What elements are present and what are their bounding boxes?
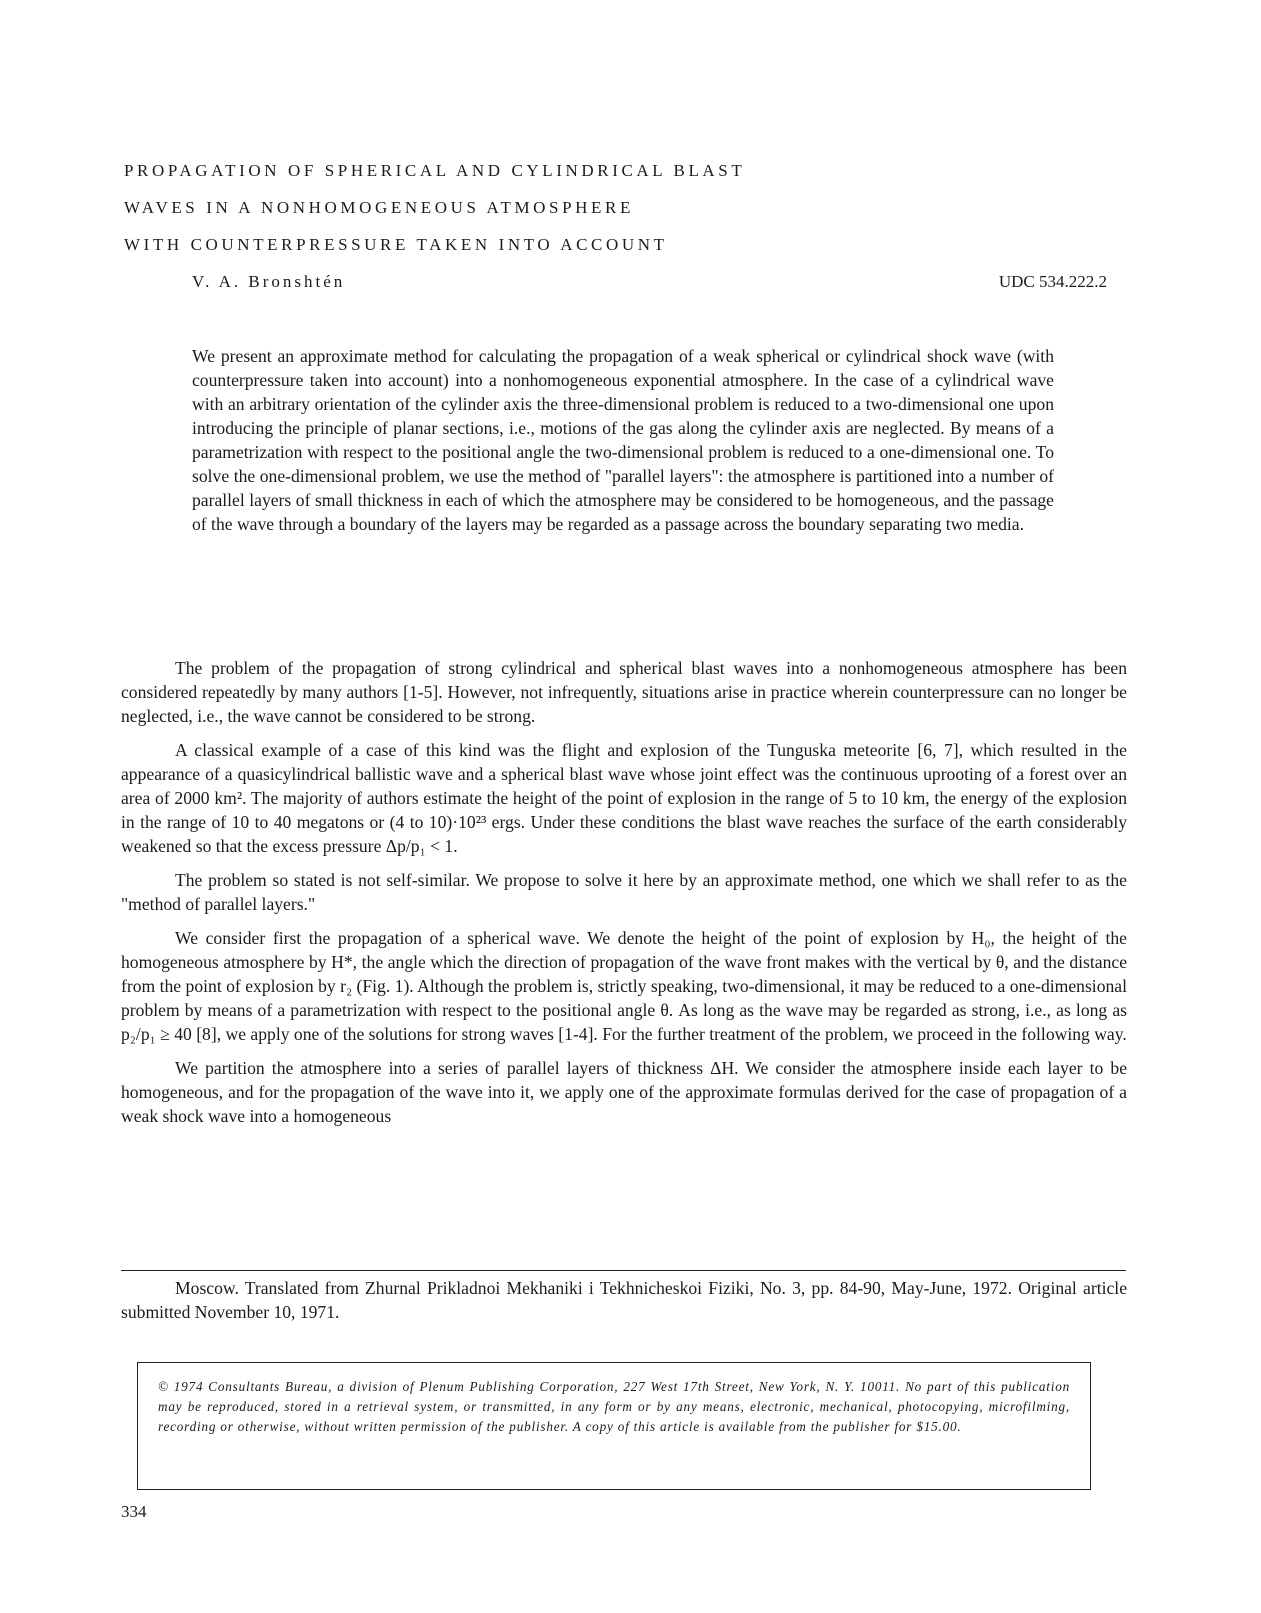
copyright-box: © 1974 Consultants Bureau, a division of Plenum Publishing Corporation, 227 West 17th Street, New York, N. Y. 10011. No part of this publication may be reproduced, stored in a retrieval system, or transmitted, in any form or by any means, electronic, mechanical, photocopying, microfilming, recording or otherwise, without written permission of the publisher. A copy of this article is available from the publisher for $15.00. [137, 1362, 1091, 1490]
footnote-divider [121, 1270, 1126, 1271]
paragraph-3: The problem so stated is not self-similar. We propose to solve it here by an approximate method, one which we shall refer to as the "method of parallel layers." [121, 870, 1127, 914]
footnote: Moscow. Translated from Zhurnal Prikladnoi Mekhaniki i Tekhnicheskoi Fiziki, No. 3, pp. 84-90, May-June, 1972. Original article submitted November 10, 1971. [121, 1278, 1127, 1322]
author-name: V. A. Bronshtén [192, 272, 346, 291]
abstract: We present an approximate method for calculating the propagation of a weak spherical or cylindrical shock wave (with counterpressure taken into account) into a nonhomogeneous exponential atmosphere. In the case of a cylindrical wave with an arbitrary orientation of the cylinder axis the three-dimensional problem is reduced to a two-dimensional one upon introducing the principle of planar sections, i.e., motions of the gas along the cylinder axis are neglected. By means of a parametrization with respect to the positional angle the two-dimensional problem is reduced to a one-dimensional one. To solve the one-dimensional problem, we use the method of "parallel layers": the atmosphere is partitioned into a number of parallel layers of small thickness in each of which the atmosphere may be considered to be homogeneous, and the passage of the wave through a boundary of the layers may be regarded as a passage across the boundary separating two media. [192, 346, 1054, 534]
paragraph-2: A classical example of a case of this kind was the flight and explosion of the Tunguska meteorite [6, 7], which resulted in the appearance of a quasicylindrical ballistic wave and a spherical blast wave whose joint effect was the continuous uprooting of a forest over an area of 2000 km². The majority of authors estimate the height of the point of explosion in the range of 5 to 10 km, the energy of the explosion in the range of 10 to 40 megatons or (4 to 10)·10²³ ergs. Under these conditions the blast wave reaches the surface of the earth considerably weakened so that the excess pressure Δp/p₁ < 1. [121, 740, 1127, 856]
title-line-2: WAVES IN A NONHOMOGENEOUS ATMOSPHERE [124, 198, 634, 217]
title-line-1: PROPAGATION OF SPHERICAL AND CYLINDRICAL BLAST [124, 161, 746, 180]
paragraph-4: We consider first the propagation of a spherical wave. We denote the height of the point of explosion by H₀, the height of the homogeneous atmosphere by H*, the angle which the direction of propagation of the wave front makes with the vertical by θ, and the distance from the point of explosion by r₂ (Fig. 1). Although the problem is, strictly speaking, two-dimensional, it may be reduced to a one-dimensional problem by means of a parametrization with respect to the positional angle θ. As long as the wave may be regarded as strong, i.e., as long as p₂/p₁ ≥ 40 [8], we apply one of the solutions for strong waves [1-4]. For the further treatment of the problem, we proceed in the following way. [121, 928, 1127, 1044]
udc-code: UDC 534.222.2 [998, 272, 1107, 291]
body-text [121, 656, 1127, 1138]
page-number: 334 [121, 1502, 147, 1521]
paragraph-5: We partition the atmosphere into a series of parallel layers of thickness ΔH. We consider the atmosphere inside each layer to be homogeneous, and for the propagation of the wave into it, we apply one of the approximate formulas derived for the case of propagation of a weak shock wave into a homogeneous [121, 1058, 1127, 1126]
paper-title [124, 152, 1024, 263]
title-line-3: WITH COUNTERPRESSURE TAKEN INTO ACCOUNT [124, 235, 668, 254]
paragraph-1: The problem of the propagation of strong cylindrical and spherical blast waves into a nonhomogeneous atmosphere has been considered repeatedly by many authors [1-5]. However, not infrequently, situations arise in practice wherein counterpressure can no longer be neglected, i.e., the wave cannot be considered to be strong. [121, 658, 1127, 726]
